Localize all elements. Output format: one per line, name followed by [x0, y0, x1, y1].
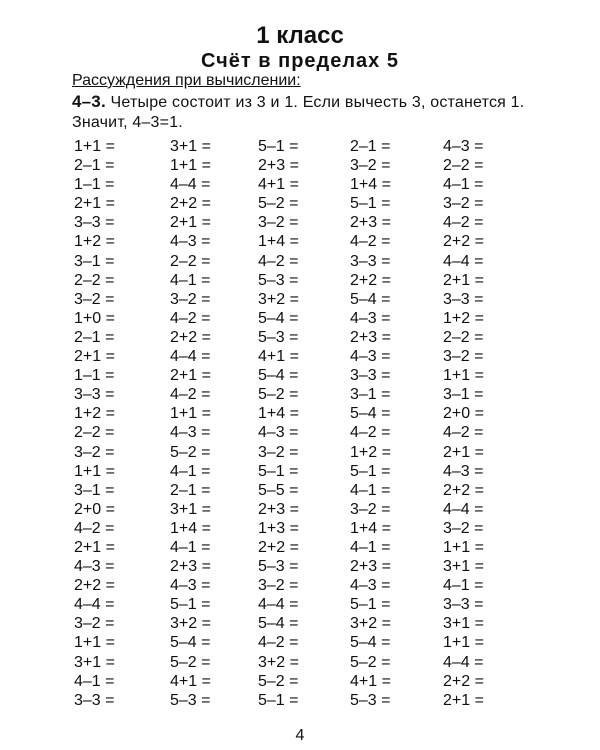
exercise-item: 5–4 =	[350, 405, 391, 423]
exercise-item: 5–1 =	[258, 691, 299, 709]
exercise-item: 2+2 =	[74, 577, 115, 595]
exercise-item: 3+1 =	[170, 138, 211, 155]
exercise-item: 3–2 =	[350, 157, 391, 175]
exercise-item: 5–1 =	[350, 462, 391, 480]
exercise-item: 3+1 =	[170, 500, 211, 518]
exercise-item: 3–3 =	[443, 596, 484, 614]
exercise-item: 4–1 =	[170, 271, 211, 289]
exercise-item: 4–2 =	[443, 424, 484, 442]
exercise-item: 3–3 =	[443, 290, 484, 308]
exercise-item: 2+3 =	[258, 500, 299, 518]
exercise-item: 2–2 =	[74, 271, 115, 289]
exercise-item: 4+1 =	[170, 672, 211, 690]
exercise-item: 4–4 =	[170, 348, 211, 366]
exercise-item: 5–1 =	[258, 138, 299, 155]
exercise-item: 5–1 =	[258, 462, 299, 480]
exercise-column-3	[258, 137, 299, 710]
exercise-item: 1+1 =	[170, 157, 211, 175]
exercise-item: 4–1 =	[350, 481, 391, 499]
exercise-item: 2+3 =	[350, 558, 391, 576]
exercise-item: 2+2 =	[170, 328, 211, 346]
exercise-item: 5–4 =	[170, 634, 211, 652]
exercise-item: 2+3 =	[258, 157, 299, 175]
exercise-item: 4–2 =	[350, 233, 391, 251]
exercise-item: 2+1 =	[443, 443, 484, 461]
exercise-item: 1+2 =	[74, 405, 115, 423]
exercise-item: 2–2 =	[443, 157, 484, 175]
exercise-item: 1–1 =	[74, 176, 115, 194]
exercise-item: 2+1 =	[170, 367, 211, 385]
exercise-item: 2+1 =	[74, 348, 115, 366]
exercise-item: 4–2 =	[258, 634, 299, 652]
exercise-item: 5–3 =	[258, 271, 299, 289]
exercise-item: 3–3 =	[74, 691, 115, 709]
reasoning-paragraph	[72, 92, 542, 133]
exercise-item: 4–3 =	[170, 577, 211, 595]
exercise-item: 2+1 =	[443, 271, 484, 289]
exercise-item: 4–2 =	[74, 519, 115, 537]
exercise-item: 2+2 =	[170, 195, 211, 213]
exercise-item: 1+2 =	[350, 443, 391, 461]
exercise-item: 4+1 =	[258, 176, 299, 194]
grade-title: 1 класс	[256, 22, 344, 49]
exercise-item: 2+1 =	[443, 691, 484, 709]
exercise-item: 2+1 =	[74, 195, 115, 213]
exercise-item: 3–2 =	[443, 519, 484, 537]
exercise-item: 1+4 =	[258, 233, 299, 251]
exercise-item: 4–4 =	[443, 500, 484, 518]
exercise-item: 2+2 =	[443, 233, 484, 251]
exercise-item: 3+1 =	[443, 615, 484, 633]
exercise-item: 4–3 =	[350, 348, 391, 366]
exercise-item: 2+2 =	[443, 672, 484, 690]
exercise-item: 1+4 =	[170, 519, 211, 537]
topic-title: Счёт в пределах 5	[201, 50, 399, 72]
exercise-item: 4–3 =	[350, 577, 391, 595]
exercise-item: 2+0 =	[443, 405, 484, 423]
exercise-item: 1+4 =	[350, 176, 391, 194]
exercise-item: 2+1 =	[170, 214, 211, 232]
exercise-item: 4–4 =	[443, 653, 484, 671]
exercise-item: 5–3 =	[170, 691, 211, 709]
exercise-item: 2–1 =	[170, 481, 211, 499]
exercise-item: 2+3 =	[170, 558, 211, 576]
exercise-item: 2–1 =	[74, 328, 115, 346]
exercise-item: 3–2 =	[74, 290, 115, 308]
exercise-item: 4–1 =	[170, 538, 211, 556]
exercise-item: 4–1 =	[350, 538, 391, 556]
exercise-item: 3–1 =	[443, 386, 484, 404]
exercise-item: 5–3 =	[258, 328, 299, 346]
exercise-item: 5–2 =	[258, 672, 299, 690]
exercise-item: 3–1 =	[350, 386, 391, 404]
exercise-item: 1+4 =	[258, 405, 299, 423]
exercise-item: 4–3 =	[74, 558, 115, 576]
exercise-item: 2–2 =	[170, 252, 211, 270]
exercise-item: 4+1 =	[258, 348, 299, 366]
exercise-item: 5–4 =	[258, 367, 299, 385]
exercise-item: 3–2 =	[74, 615, 115, 633]
exercise-item: 3–3 =	[74, 214, 115, 232]
exercise-item: 4–4 =	[74, 596, 115, 614]
exercise-item: 1+1 =	[443, 634, 484, 652]
exercise-item: 4–3 =	[350, 309, 391, 327]
exercise-item: 5–5 =	[258, 481, 299, 499]
exercise-item: 1+1 =	[74, 138, 115, 155]
exercise-item: 1+1 =	[170, 405, 211, 423]
exercise-item: 2–2 =	[74, 424, 115, 442]
exercise-item: 3–3 =	[350, 252, 391, 270]
exercise-item: 1+1 =	[443, 367, 484, 385]
exercise-item: 3–2 =	[258, 214, 299, 232]
exercise-column-4	[350, 137, 391, 710]
exercise-item: 5–1 =	[350, 195, 391, 213]
exercise-item: 4–1 =	[74, 672, 115, 690]
exercise-item: 3+2 =	[170, 615, 211, 633]
exercise-column-1	[74, 137, 115, 710]
exercise-item: 4–4 =	[170, 176, 211, 194]
exercise-item: 1+4 =	[350, 519, 391, 537]
exercise-item: 2+2 =	[443, 481, 484, 499]
exercise-item: 4–2 =	[443, 214, 484, 232]
exercise-item: 5–2 =	[350, 653, 391, 671]
exercise-item: 5–4 =	[350, 290, 391, 308]
exercise-item: 4–4 =	[258, 596, 299, 614]
exercise-item: 2+1 =	[74, 538, 115, 556]
exercise-item: 1+1 =	[74, 462, 115, 480]
exercise-item: 4+1 =	[350, 672, 391, 690]
exercise-item: 3+2 =	[258, 290, 299, 308]
exercise-column-5	[443, 137, 484, 710]
exercise-item: 3–1 =	[74, 252, 115, 270]
exercise-item: 3+1 =	[443, 558, 484, 576]
exercise-item: 4–4 =	[443, 252, 484, 270]
exercise-item: 1+1 =	[74, 634, 115, 652]
exercise-item: 1+2 =	[443, 309, 484, 327]
exercise-item: 3–3 =	[350, 367, 391, 385]
exercise-item: 5–2 =	[258, 386, 299, 404]
exercise-item: 2–2 =	[443, 328, 484, 346]
exercise-item: 2+0 =	[74, 500, 115, 518]
exercise-item: 5–4 =	[350, 634, 391, 652]
example-text: Четыре состоит из 3 и 1. Если вычесть 3, останется 1. Значит, 4–3=1.	[72, 94, 525, 131]
exercise-item: 4–3 =	[170, 233, 211, 251]
exercise-item: 4–2 =	[170, 309, 211, 327]
exercise-item: 2+3 =	[350, 328, 391, 346]
exercise-item: 2–1 =	[350, 138, 391, 155]
exercise-column-2	[170, 137, 211, 710]
exercise-item: 3–1 =	[74, 481, 115, 499]
exercise-item: 4–1 =	[443, 577, 484, 595]
exercise-item: 5–3 =	[258, 558, 299, 576]
exercise-item: 3–3 =	[74, 386, 115, 404]
exercise-item: 1–1 =	[74, 367, 115, 385]
exercise-item: 4–3 =	[258, 424, 299, 442]
exercise-item: 5–4 =	[258, 309, 299, 327]
exercise-item: 1+0 =	[74, 309, 115, 327]
exercise-item: 4–2 =	[350, 424, 391, 442]
exercise-item: 3+1 =	[74, 653, 115, 671]
exercise-item: 5–1 =	[350, 596, 391, 614]
exercise-item: 5–2 =	[170, 653, 211, 671]
exercise-item: 5–3 =	[350, 691, 391, 709]
exercise-item: 2–1 =	[74, 157, 115, 175]
exercise-item: 5–2 =	[258, 195, 299, 213]
exercise-item: 4–3 =	[443, 138, 484, 155]
exercise-item: 1+3 =	[258, 519, 299, 537]
exercise-item: 2+2 =	[258, 538, 299, 556]
exercise-item: 3–2 =	[258, 443, 299, 461]
exercise-item: 3–2 =	[74, 443, 115, 461]
exercise-item: 4–1 =	[443, 176, 484, 194]
exercise-item: 1+1 =	[443, 538, 484, 556]
exercise-item: 3–2 =	[170, 290, 211, 308]
exercise-item: 2+2 =	[350, 271, 391, 289]
exercise-item: 3+2 =	[258, 653, 299, 671]
exercise-item: 3–2 =	[350, 500, 391, 518]
exercise-item: 3+2 =	[350, 615, 391, 633]
page-number: 4	[295, 727, 305, 744]
exercise-item: 1+2 =	[74, 233, 115, 251]
exercise-item: 4–2 =	[258, 252, 299, 270]
exercise-item: 2+3 =	[350, 214, 391, 232]
exercise-item: 5–2 =	[170, 443, 211, 461]
exercise-item: 3–2 =	[443, 195, 484, 213]
reasoning-heading: Рассуждения при вычислении:	[72, 72, 301, 89]
exercise-item: 5–1 =	[170, 596, 211, 614]
exercise-item: 3–2 =	[258, 577, 299, 595]
exercise-item: 4–3 =	[170, 424, 211, 442]
exercise-item: 4–1 =	[170, 462, 211, 480]
exercise-item: 4–3 =	[443, 462, 484, 480]
example-label: 4–3.	[72, 92, 106, 111]
exercise-item: 4–2 =	[170, 386, 211, 404]
exercise-item: 5–4 =	[258, 615, 299, 633]
exercise-item: 3–2 =	[443, 348, 484, 366]
